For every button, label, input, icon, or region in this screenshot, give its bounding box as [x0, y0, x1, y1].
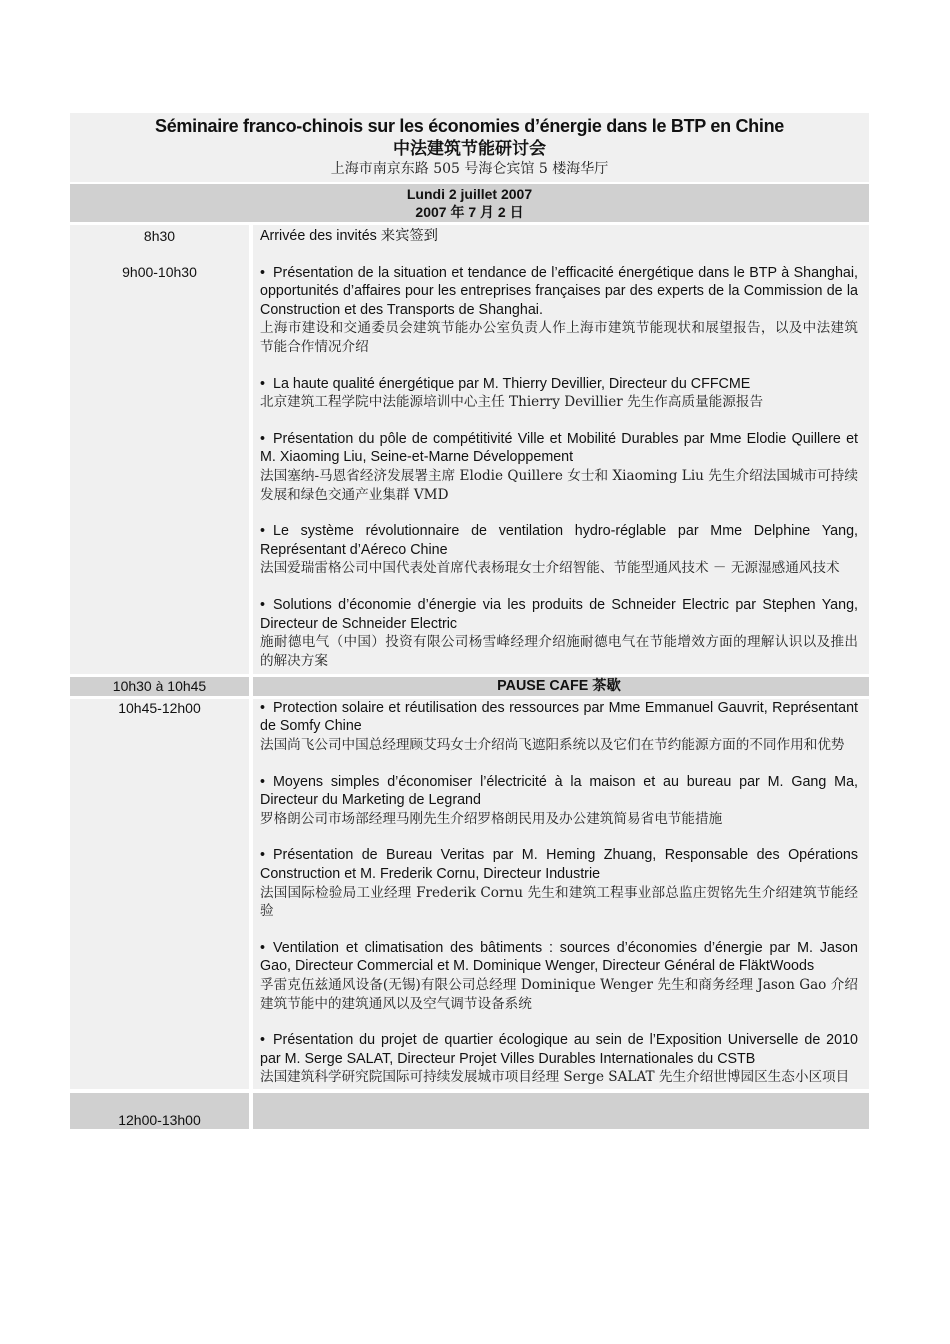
- seminar-title: Séminaire franco-chinois sur les économies d’énergie dans le BTP en Chine: [155, 116, 784, 136]
- item-text-fr: • Présentation de Bureau Veritas par M. Heming Zhuang, Responsable des Opérations Construction et M. Frederik Cornu, Directeur Industrie: [260, 846, 858, 883]
- lunch-row: [70, 1093, 869, 1129]
- item-text-cn: 法国国际检验局工业经理 Frederik Cornu 先生和建筑工程事业部总监庄贺铭先生介绍建筑节能经验: [260, 884, 858, 920]
- time-pause: 10h30 à 10h45: [70, 677, 249, 696]
- pause-label: PAUSE CAFE 茶歇: [253, 677, 869, 696]
- item-text-fr: • Moyens simples d’économiser l’électricité à la maison et au bureau par M. Gang Ma, Directeur du Marketing de Legrand: [260, 773, 858, 810]
- item-text-fr: • Protection solaire et réutilisation des ressources par Mme Emmanuel Gauvrit, Représentant de Somfy Chine: [260, 699, 858, 736]
- time-column: [70, 1093, 249, 1129]
- seminar-title-chinese: 中法建筑节能研讨会: [393, 139, 546, 158]
- item-text-cn: 法国建筑科学研究院国际可持续发展城市项目经理 Serge SALAT 先生介绍世博园区生态小区项目: [260, 1069, 850, 1086]
- date-french: Lundi 2 juillet 2007: [406, 186, 533, 202]
- venue-address: 上海市南京东路 505 号海仑宾馆 5 楼海华厅: [330, 161, 609, 177]
- item-text-cn: 北京建筑工程学院中法能源培训中心主任 Thierry Devillier 先生作高质量能源报告: [260, 394, 764, 411]
- item-text-fr: • La haute qualité énergétique par M. Thierry Devillier, Directeur du CFFCME: [260, 375, 858, 394]
- content-column: [253, 699, 869, 1089]
- list-item: [260, 939, 858, 1013]
- list-item: [260, 596, 858, 674]
- content-column: [253, 225, 869, 674]
- item-text-cn: 法国塞纳-马恩省经济发展署主席 Elodie Quillere 女士和 Xiaoming Liu 先生介绍法国城市可持续发展和绿色交通产业集群 VMD: [260, 467, 858, 503]
- programme-table: [70, 113, 869, 1129]
- time-lunch: 12h00-13h00: [118, 1111, 201, 1128]
- time-session-2: 10h45-12h00: [118, 699, 201, 716]
- item-text-fr: • Solutions d’économie d’énergie via les produits de Schneider Electric par Stephen Yang, Directeur de Schneider Electric: [260, 596, 858, 633]
- item-text-fr: • Ventilation et climatisation des bâtiments : sources d’économies d’énergie par M. Jason Gao, Directeur Commercial et M. Dominique Wenger, Directeur Général de FläktWoods: [260, 939, 858, 976]
- late-morning-session-row: [70, 699, 869, 1089]
- date-band: [70, 184, 869, 222]
- time-column: [70, 699, 249, 1089]
- item-text-cn: 法国尚飞公司中国总经理顾艾玛女士介绍尚飞遮阳系统以及它们在节约能源方面的不同作用和优势: [260, 737, 845, 754]
- time-arrival: 8h30: [143, 228, 176, 244]
- time-column: [70, 225, 249, 674]
- item-text-cn: 孚雷克伍兹通风设备(无锡)有限公司总经理 Dominique Wenger 先生和商务经理 Jason Gao 介绍建筑节能中的建筑通风以及空气调节设备系统: [260, 977, 858, 1012]
- item-text-fr: • Présentation du pôle de compétitivité Ville et Mobilité Durables par Mme Elodie Quillere et M. Xiaoming Liu, Seine-et-Marne Développement: [260, 430, 858, 467]
- item-text-fr: • Le système révolutionnaire de ventilation hydro-réglable par Mme Delphine Yang, Représentant d’Aéreco Chine: [260, 522, 858, 559]
- list-item: [260, 522, 858, 578]
- date-chinese: 2007 年 7 月 2 日: [415, 204, 524, 220]
- list-item: [260, 264, 858, 357]
- item-text-cn: 法国爱瑞雷格公司中国代表处首席代表杨琨女士介绍智能、节能型通风技术 － 无源湿感通风技术: [260, 560, 840, 577]
- list-item: [260, 773, 858, 829]
- pause-row: [70, 677, 869, 696]
- time-session-1: 9h00-10h30: [122, 264, 197, 280]
- item-text-cn: 施耐德电气（中国）投资有限公司杨雪峰经理介绍施耐德电气在节能增效方面的理解认识以及推出的解决方案: [260, 634, 858, 669]
- list-item: [260, 699, 858, 755]
- morning-session-row: [70, 225, 869, 674]
- item-text-cn: 上海市建设和交通委员会建筑节能办公室负责人作上海市建筑节能现状和展望报告，以及中法建筑节能合作情况介绍: [260, 320, 858, 355]
- item-text-fr: • Présentation de la situation et tendance de l’efficacité énergétique dans le BTP à Shanghai, opportunités d’affaires pour les entreprises françaises par des experts de la Commission de la Construction et des Transports de Shanghai.: [260, 264, 858, 320]
- arrival-text: Arrivée des invités 来宾签到: [260, 228, 438, 244]
- list-item: [260, 1031, 858, 1089]
- lunch-content: [253, 1093, 869, 1129]
- list-item: [260, 430, 858, 504]
- list-item: [260, 846, 858, 920]
- item-text-fr: • Présentation du projet de quartier écologique au sein de l’Exposition Universelle de 2010 par M. Serge SALAT, Directeur Projet Villes Durables Internationales du CSTB: [260, 1031, 858, 1068]
- item-text-cn: 罗格朗公司市场部经理马刚先生介绍罗格朗民用及办公建筑简易省电节能措施: [260, 810, 723, 827]
- seminar-header: [70, 113, 869, 182]
- list-item: [260, 375, 858, 412]
